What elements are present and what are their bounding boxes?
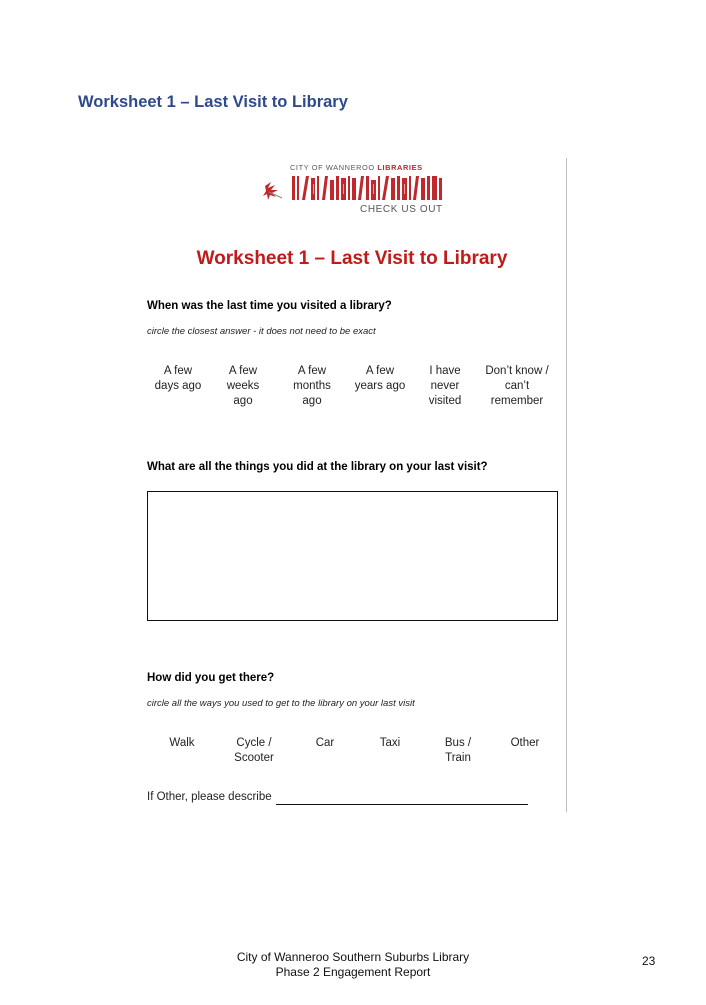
- logo-bookshelf-graphic: [262, 172, 444, 204]
- question-last-visit: When was the last time you visited a library?: [147, 300, 392, 312]
- other-describe-field[interactable]: [276, 804, 528, 805]
- option-months-ago[interactable]: A few months ago: [293, 365, 331, 407]
- instruction-last-visit: circle the closest answer - it does not need to be exact: [147, 326, 376, 337]
- footer-line-1: City of Wanneroo Southern Suburbs Library: [236, 950, 470, 964]
- activities-answer-box[interactable]: [147, 491, 558, 621]
- page-footer: [203, 950, 503, 980]
- option-bus-train[interactable]: Bus / Train: [444, 737, 472, 764]
- option-dont-know[interactable]: Don’t know / can’t remember: [485, 365, 549, 407]
- option-cycle-scooter[interactable]: Cycle / Scooter: [234, 737, 274, 764]
- library-logo: [262, 163, 444, 217]
- question-activities: What are all the things you did at the library on your last visit?: [147, 461, 488, 473]
- option-walk[interactable]: Walk: [169, 737, 195, 749]
- option-car[interactable]: Car: [315, 737, 335, 749]
- logo-bottom-text: CHECK US OUT: [360, 204, 443, 215]
- option-days-ago[interactable]: A few days ago: [154, 365, 202, 392]
- option-weeks-ago[interactable]: A few weeks ago: [226, 365, 260, 407]
- option-other[interactable]: Other: [510, 737, 540, 749]
- worksheet-right-border: [566, 158, 567, 812]
- question-transport: How did you get there?: [147, 672, 275, 684]
- option-taxi[interactable]: Taxi: [379, 737, 401, 749]
- footer-line-2: Phase 2 Engagement Report: [275, 965, 431, 979]
- option-never-visited[interactable]: I have never visited: [428, 365, 462, 407]
- section-heading: Worksheet 1 – Last Visit to Library: [78, 93, 348, 111]
- other-describe-label: If Other, please describe: [147, 791, 272, 803]
- option-years-ago[interactable]: A few years ago: [354, 365, 406, 392]
- worksheet-title: Worksheet 1 – Last Visit to Library: [196, 248, 508, 269]
- instruction-transport: circle all the ways you used to get to the library on your last visit: [147, 698, 415, 709]
- page-number: 23: [642, 954, 656, 968]
- logo-top-text: CITY OF WANNEROO LIBRARIES: [290, 163, 423, 172]
